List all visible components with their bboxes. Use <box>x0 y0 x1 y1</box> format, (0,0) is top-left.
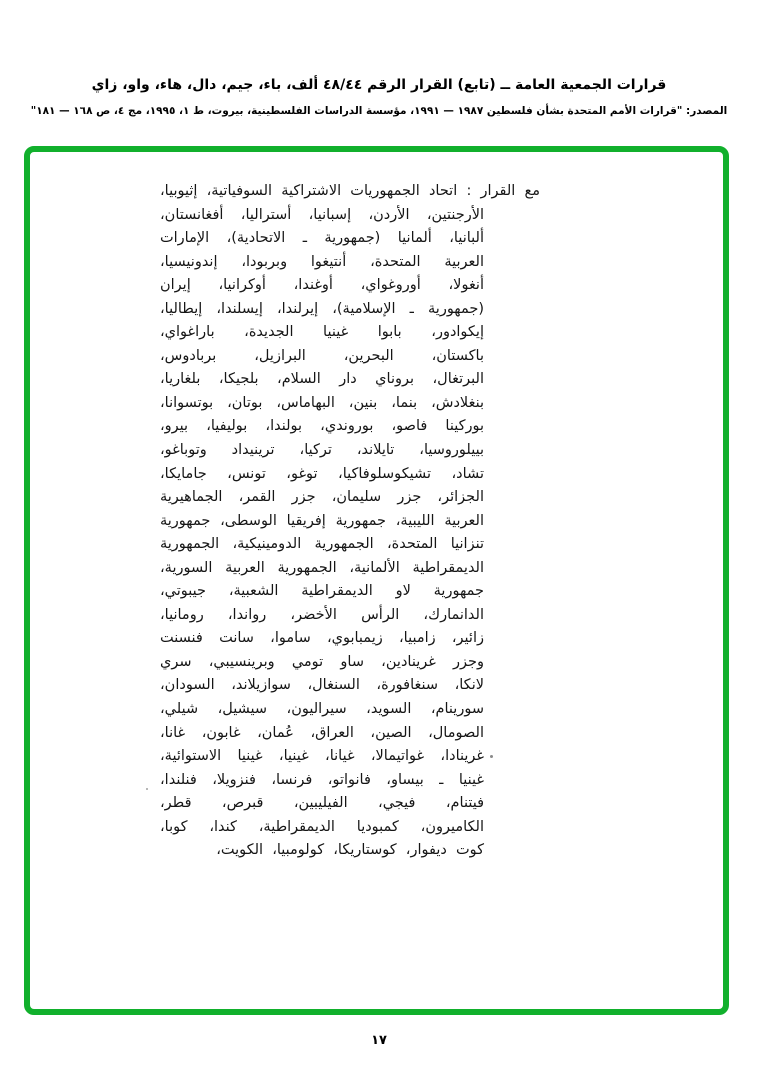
text-line: الأرجنتين، الأردن، إسبانيا، أستراليا، أفغانستان، <box>160 206 484 223</box>
text-line: (جمهورية ـ الإسلامية)، إيرلندا، إيسلندا، إيطاليا، <box>160 300 484 317</box>
text-line: سورينام، السويد، سيراليون، سيشيل، شيلي، <box>160 701 484 718</box>
text-line: جمهورية لاو الديمقراطية الشعبية، جيبوتي، <box>160 583 484 600</box>
text-line-first <box>160 180 540 204</box>
text-line: إيكوادور، بابوا غينيا الجديدة، باراغواي، <box>160 324 484 341</box>
text-line: الدانمارك، الرأس الأخضر، رواندا، رومانيا، <box>160 606 484 623</box>
text-line: باكستان، البحرين، البرازيل، بربادوس، <box>160 347 484 364</box>
text-line: فيتنام، فيجي، الفيليبين، قبرص، قطر، <box>160 795 484 812</box>
text-line: غرينادا، غواتيمالا، غيانا، غينيا، غينيا الاستوائية، <box>160 748 484 765</box>
resolution-vote-block <box>160 180 540 863</box>
text-line: بوركينا فاصو، بوروندي، بولندا، بوليفيا، بيرو، <box>160 418 484 435</box>
text-line: العربية الليبية، جمهورية إفريقيا الوسطى، جمهورية <box>160 512 484 529</box>
text-line: لانكا، سنغافورة، السنغال، سوازيلاند، السودان، <box>160 677 484 694</box>
page-title: قرارات الجمعية العامة ــ (تابع) القرار الرقم ٤٨/٤٤ ألف، باء، جيم، دال، هاء، واو، زاي <box>91 77 667 93</box>
page-number: ١٧ <box>371 1033 387 1048</box>
scan-artifact-dot <box>146 788 148 790</box>
text-line: وجزر غرينادين، ساو تومي وبرينسيبي، سري <box>160 653 484 670</box>
text-line: الديمقراطية الألمانية، الجمهورية العربية السورية، <box>160 559 484 576</box>
text-line: تنزانيا المتحدة، الجمهورية الدومينيكية، الجمهورية <box>160 536 484 553</box>
text-line: كوت ديفوار، كوستاريكا، كولومبيا، الكويت، <box>216 842 484 859</box>
text-line: ألبانيا، ألمانيا (جمهورية ـ الاتحادية)، الإمارات <box>160 230 484 247</box>
label-colon: : <box>466 183 472 199</box>
vote-with-label: مع القرار <box>480 183 540 199</box>
text-line: الجزائر، جزر سليمان، جزر القمر، الجماهيرية <box>160 489 484 506</box>
text-line: العربية المتحدة، أنتيغوا وبربودا، إندونيسيا، <box>160 253 484 270</box>
source-citation: المصدر: "قرارات الأمم المتحدة بشأن فلسطين ١٩٨٧ — ١٩٩١، مؤسسة الدراسات الفلسطينية، بيروت، ط ١، ١٩٩٥، مج ٤، ص ١٦٨ — ١٨١" <box>30 105 728 117</box>
text-line: تشاد، تشيكوسلوفاكيا، توغو، تونس، جامايكا، <box>160 465 484 482</box>
text-line: زائير، زامبيا، زيمبابوي، ساموا، سانت فنسنت <box>160 630 484 647</box>
text-line: الكاميرون، كمبوديا الديمقراطية، كندا، كوبا، <box>160 818 484 835</box>
country-list-start: اتحاد الجمهوريات الاشتراكية السوفياتية، إثيوبيا، <box>159 183 458 199</box>
text-line: أنغولا، أوروغواي، أوغندا، أوكرانيا، إيران <box>160 277 484 294</box>
scan-artifact-dot <box>490 755 493 758</box>
text-line: الصومال، الصين، العراق، عُمان، غابون، غانا، <box>160 724 484 741</box>
text-line: بييلوروسيا، تايلاند، تركيا، ترينيداد وتوباغو، <box>160 442 484 459</box>
text-line: البرتغال، بروناي دار السلام، بلجيكا، بلغاريا، <box>160 371 484 388</box>
text-line: بنغلادش، بنما، بنين، البهاماس، بوتان، بوتسوانا، <box>160 394 484 411</box>
text-line: غينيا ـ بيساو، فانواتو، فرنسا، فنزويلا، فنلندا، <box>160 771 484 788</box>
